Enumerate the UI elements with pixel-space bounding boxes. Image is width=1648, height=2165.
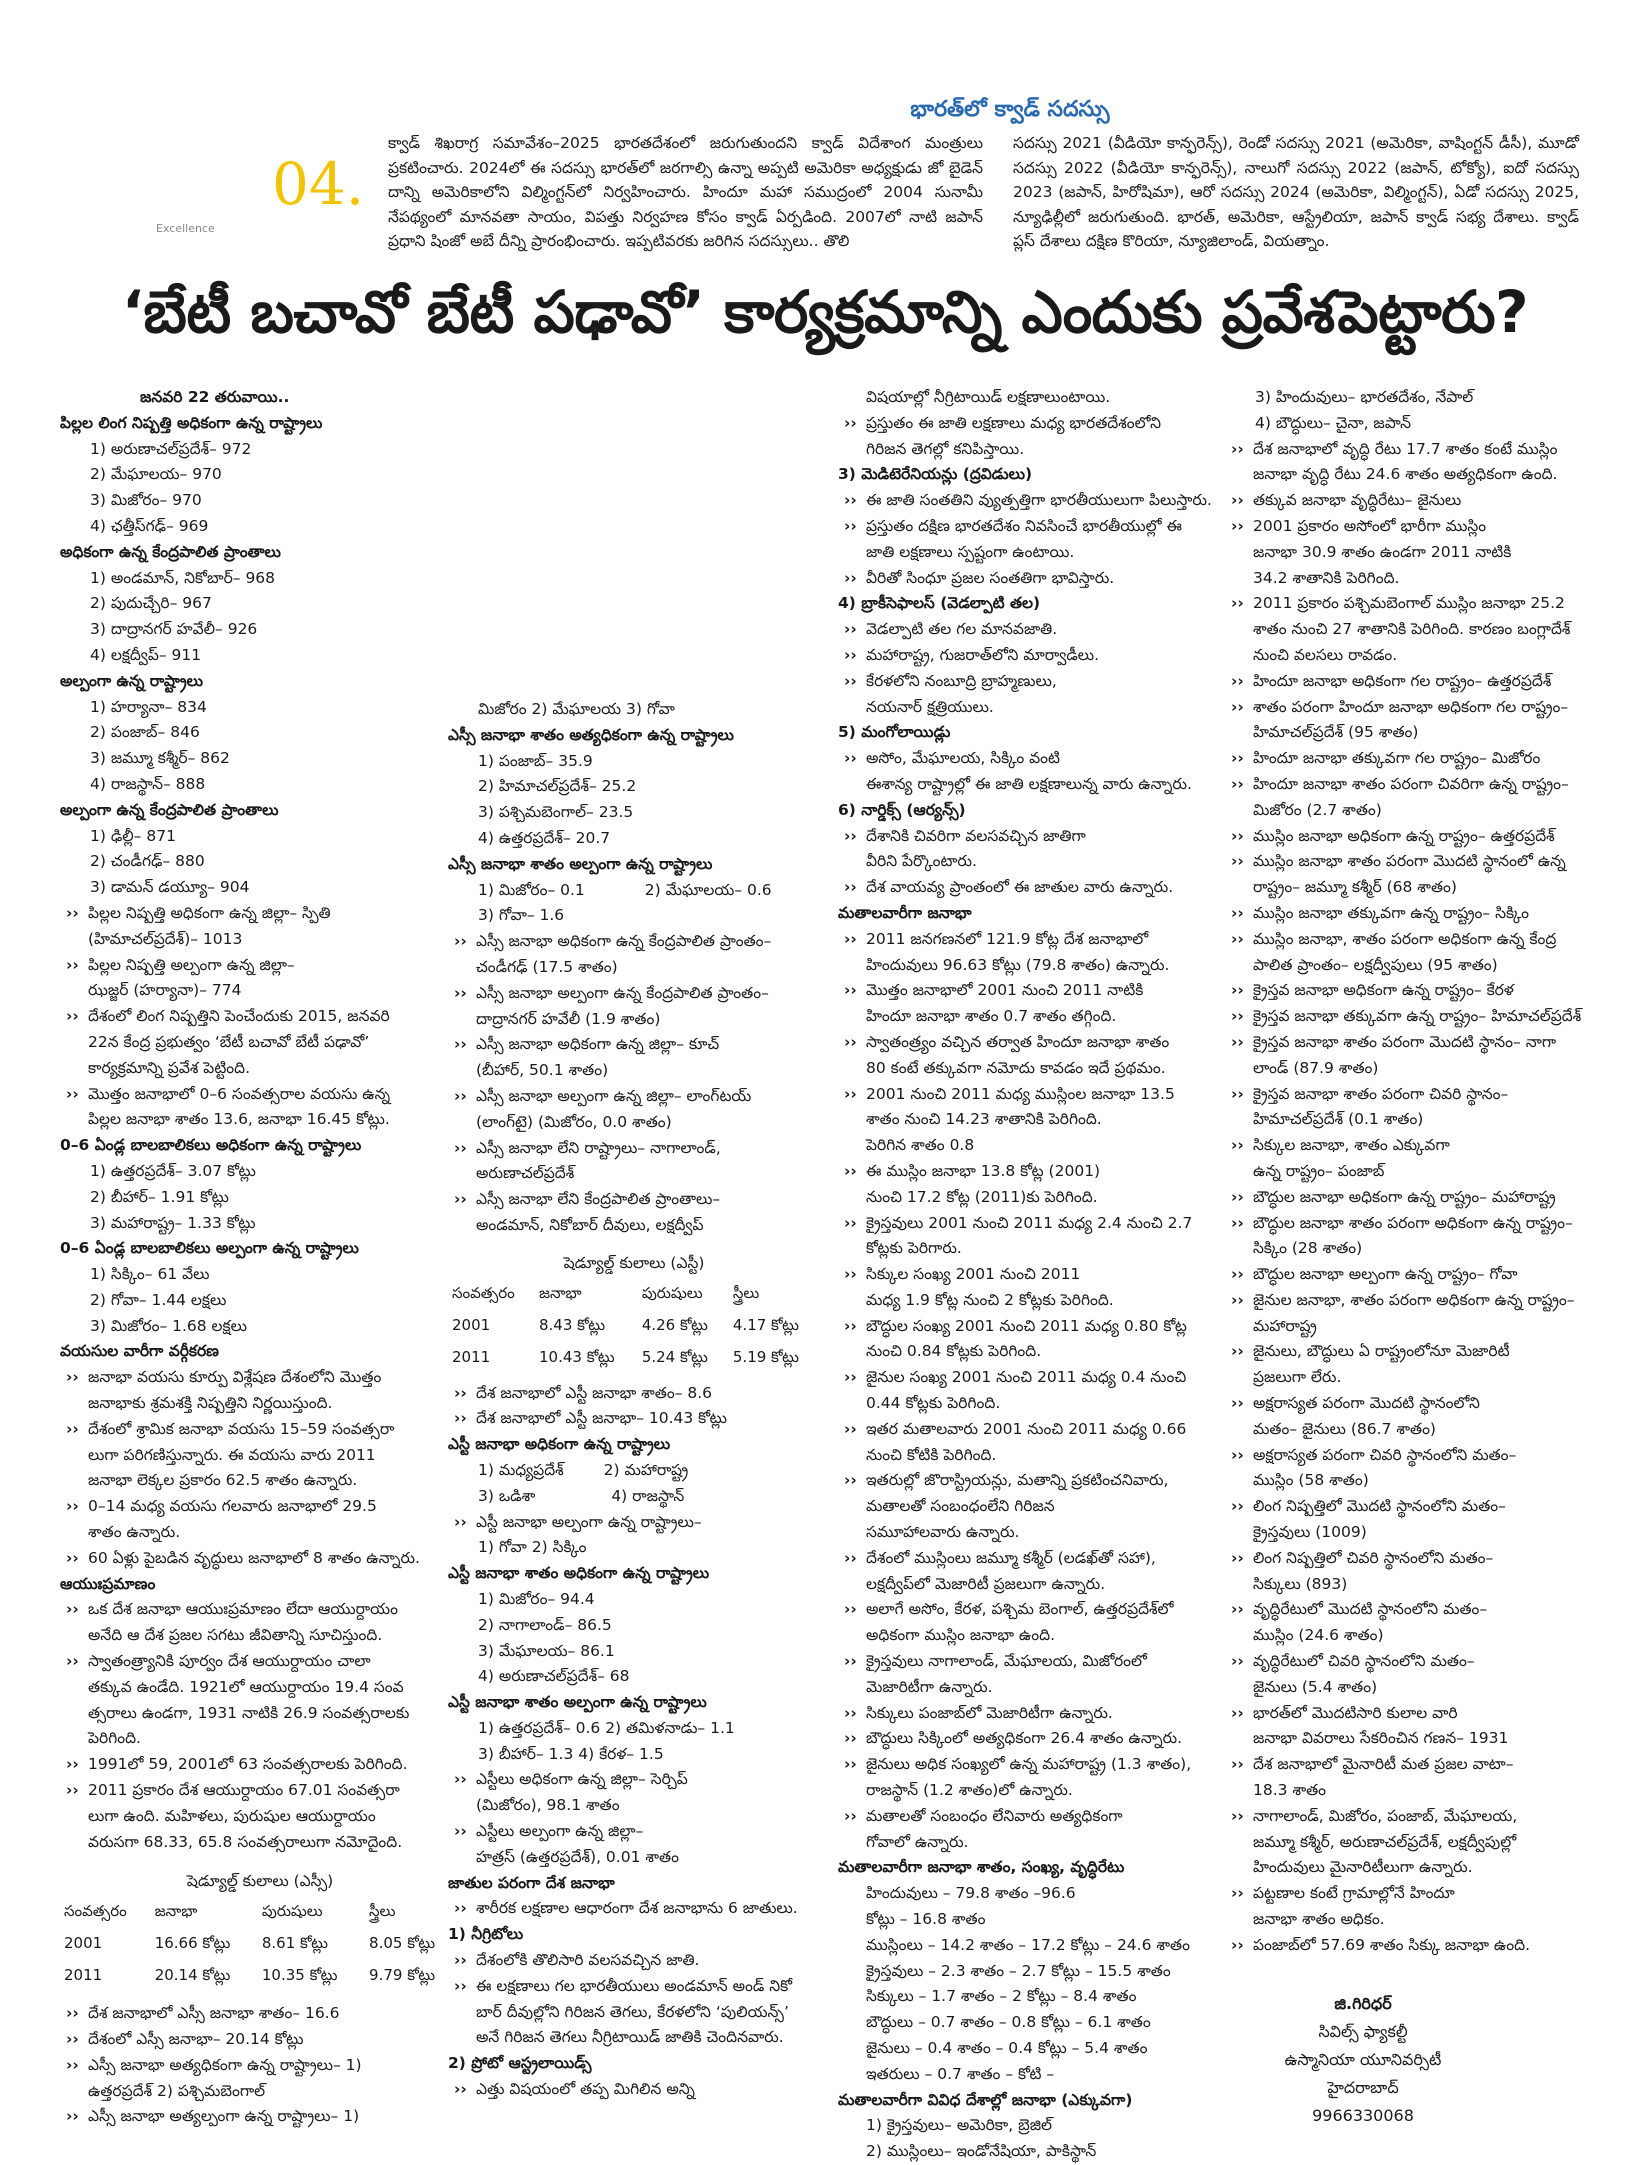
bullet-item: ›› 2001 నుంచి 2011 మధ్య ముస్లింల జనాభా 13.5	[838, 1082, 1220, 1108]
section-heading: 4) బ్రాకీసెఫాలస్ (వెడల్పాటి తల)	[838, 594, 1041, 613]
list-item: 4) ఛత్తీస్‌గఢ్– 969	[90, 516, 209, 535]
table-row	[448, 1309, 820, 1341]
bullet-item: ›› ఎస్సీ జనాభా లేని రాష్ట్రాలు– నాగాలాండ్,	[448, 1136, 820, 1162]
section-heading: 0–6 ఏండ్ల బాలబాలికలు అల్పంగా ఉన్న రాష్ట్రాలు	[60, 1239, 359, 1258]
list-item: 3) గోవా– 1.6	[478, 906, 565, 925]
bullet-cont: మిజోరం (2.7 శాతం)	[1253, 800, 1382, 819]
author-city: హైదరాబాద్	[1327, 2078, 1399, 2097]
table-cell: 5.19 కోట్లు	[732, 1347, 799, 1366]
list-item: 3) జమ్మూ కశ్మీర్– 862	[90, 749, 230, 768]
stat-line: కోట్లు – 16.8 శాతం	[866, 1910, 986, 1929]
bullet-item: ›› పిల్లల నిష్పత్తి అధికంగా ఉన్న జిల్లా– స్పితి	[60, 901, 460, 927]
bullet-item: ›› క్రైస్తవులు నాగాలాండ్, మేఘాలయ, మిజోరంలో	[838, 1649, 1220, 1675]
list-item: 1) హర్యానా– 834	[90, 697, 207, 716]
bullet-item: ›› శాతం పరంగా హిందూ జనాభా అధికంగా గల రాష్ట్రం–	[1225, 695, 1600, 721]
list-item: 2) మేఘాలయ– 970	[90, 465, 222, 484]
list-item: 4) లక్షద్వీప్– 911	[90, 645, 202, 664]
list-item: 2) పంజాబ్– 846	[90, 723, 200, 742]
bullet-item: ›› ఎస్టీలు అధికంగా ఉన్న జిల్లా– సెర్చిప్	[448, 1767, 820, 1793]
bullet-cont: శాతం ఉన్నారు.	[88, 1523, 181, 1542]
bullet-item: ›› ఒక దేశ జనాభా ఆయుఃప్రమాణం లేదా ఆయుర్దాయం	[60, 1597, 460, 1623]
bullet-cont: పెరిగిన శాతం 0.8	[866, 1136, 975, 1155]
list-part: 4) రాజస్థాన్	[611, 1486, 685, 1505]
headline: ‘బేటీ బచావో బేటీ పఢావో’ కార్యక్రమాన్ని ఎందుకు ప్రవేశపెట్టారు?	[121, 278, 1529, 346]
author-name: జి.గిరిధర్	[1334, 1994, 1392, 2013]
st-table	[448, 1277, 820, 1373]
bullet-item: ›› ఎస్సీ జనాభా అధికంగా ఉన్న కేంద్రపాలిత ప్రాంతం–	[448, 929, 820, 955]
list-item: 1) సిక్కిం– 61 వేలు	[90, 1265, 210, 1284]
bullet-cont: మెజారిటీగా ఉన్నారు.	[866, 1677, 993, 1696]
bullet-item: ›› దేశంలో లింగ నిష్పత్తిని పెంచేందుకు 2015, జనవరి	[60, 1004, 460, 1030]
bullet-item: ›› హిందూ జనాభా అధికంగా గల రాష్ట్రం– ఉత్తరప్రదేశ్	[1225, 669, 1600, 695]
stat-line: జైనులు – 0.4 శాతం – 0.4 కోట్లు – 5.4 శాతం	[866, 2039, 1148, 2057]
bullet-cont: 22న కేంద్ర ప్రభుత్వం ‘బేటీ బచావో బేటీ పఢావో’	[88, 1032, 370, 1051]
list-item: 2) ముస్లింలు– ఇండోనేషియా, పాకిస్థాన్	[866, 2142, 1097, 2161]
bullet-cont: జనాభా శాతం అధికం.	[1253, 1910, 1385, 1929]
bullet-cont: జైనులు (5.4 శాతం)	[1253, 1677, 1378, 1696]
bullet-item: ›› పంజాబ్‌లో 57.69 శాతం సిక్కు జనాభా ఉంది.	[1225, 1933, 1600, 1959]
list-item: 1) మిజోరం– 94.4	[478, 1589, 595, 1608]
bullet-item: ›› దేశానికి చివరిగా వలసవచ్చిన జాతిగా	[838, 824, 1220, 850]
bullet-item: ›› ఇతరుల్లో జొరాస్ట్రియన్లు, మతాన్ని ప్రకటించనివారు,	[838, 1468, 1220, 1494]
stat-line: సిక్కులు – 1.7 శాతం – 2 కోట్లు – 8.4 శాతం	[866, 1987, 1137, 2006]
bullet-item: ›› క్రైస్తవ జనాభా తక్కువగా ఉన్న రాష్ట్రం– హిమాచల్‌ప్రదేశ్	[1225, 1004, 1600, 1030]
author-role: సివిల్స్ ఫ్యాకల్టీ	[1318, 2022, 1408, 2041]
bullet-item: ›› 0–14 మధ్య వయసు గలవారు జనాభాలో 29.5	[60, 1494, 460, 1520]
section-heading: 2) ప్రోటో ఆస్ట్రలాయిడ్స్	[448, 2054, 592, 2073]
bullet-item: ›› బౌద్ధుల జనాభా శాతం పరంగా అధికంగా ఉన్న రాష్ట్రం–	[1225, 1211, 1600, 1237]
list-item	[448, 1484, 820, 1510]
list-part: 3) ఒడిశా	[478, 1486, 536, 1505]
bullet-cont: విషయాల్లో నీగ్రిటాయిడ్ లక్షణాలుంటాయి.	[866, 388, 1111, 406]
list-item: 3) పశ్చిమబెంగాల్– 23.5	[478, 803, 634, 822]
bullet-cont: హిమాచల్‌ప్రదేశ్ (95 శాతం)	[1253, 723, 1419, 742]
stat-line: క్రైస్తవులు – 2.3 శాతం – 2.7 కోట్లు – 15.5 శాతం	[866, 1961, 1171, 1980]
section-heading: వయసుల వారీగా వర్గీకరణ	[60, 1342, 219, 1361]
bullet-item: ›› మొత్తం జనాభాలో 2001 నుంచి 2011 నాటికి	[838, 978, 1220, 1004]
bullet-cont: మతం– జైనులు (86.7 శాతం)	[1253, 1419, 1436, 1438]
bullet-item: ›› వీరితో సింధూ ప్రజల సంతతిగా భావిస్తారు.	[838, 566, 1220, 592]
table-cell: 10.35 కోట్లు	[261, 1966, 338, 1985]
bullet-cont: క్రైస్తవులు (1009)	[1253, 1523, 1367, 1542]
section-heading: 1) నీగ్రిటోలు	[448, 1925, 524, 1944]
table-cell: 16.66 కోట్లు	[154, 1934, 231, 1953]
table-cell: 8.43 కోట్లు	[539, 1315, 606, 1334]
section-heading: ఎస్టీ జనాభా శాతం అధికంగా ఉన్న రాష్ట్రాలు	[448, 1564, 710, 1583]
column-3	[838, 385, 1220, 2165]
bullet-cont: లుగా ఉంది. మహిళలు, పురుషుల ఆయుర్దాయం	[88, 1806, 376, 1825]
bullet-item: ›› ముస్లిం జనాభా, శాతం పరంగా అధికంగా ఉన్న కేంద్ర	[1225, 927, 1600, 953]
table-row	[448, 1341, 820, 1373]
bullet-item: ›› అసోం, మేఘాలయ, సిక్కిం వంటి	[838, 746, 1220, 772]
bullet-cont: రాష్ట్రం– జమ్మూ కశ్మీర్ (68 శాతం)	[1253, 878, 1457, 897]
list-item: 3) మిజోరం– 970	[90, 491, 202, 510]
bullet-item: ›› ఇతర మతాలవారు 2001 నుంచి 2011 మధ్య 0.66	[838, 1417, 1220, 1443]
bullet-item: ›› జైనులు, బౌద్ధులు ఏ రాష్ట్రంలోనూ మెజారిటీ	[1225, 1339, 1600, 1365]
edition-number: 04.	[272, 150, 365, 218]
bullet-cont: మతాలతో సంబంధంలేని గిరిజన	[866, 1497, 1055, 1516]
bullet-item: ›› 2011 ప్రకారం పశ్చిమబెంగాల్ ముస్లిం జనాభా 25.2	[1225, 591, 1600, 617]
bullet-item: ›› 2011 జనగణనలో 121.9 కోట్ల దేశ జనాభాలో	[838, 927, 1220, 953]
bullet-cont: వరుసగా 68.33, 65.8 సంవత్సరాలుగా నమోదైంది.	[88, 1832, 403, 1851]
list-part: 2) మహారాష్ట్ర	[603, 1460, 689, 1479]
bullet-cont: హిందువులు 96.63 కోట్లు (79.8 శాతం) ఉన్నారు.	[866, 955, 1170, 974]
bullet-item: ›› పిల్లల నిష్పత్తి అల్పంగా ఉన్న జిల్లా–	[60, 953, 460, 979]
bullet-cont: హిందూ జనాభా శాతం 0.7 శాతం తగ్గింది.	[866, 1007, 1117, 1026]
table-cell: 9.79 కోట్లు	[369, 1966, 436, 1985]
bullet-cont: తక్కువ ఉండేది. 1921లో ఆయుర్దాయం 19.4 సంవ	[88, 1677, 404, 1696]
bullet-item: ›› జైనులు అధిక సంఖ్యలో ఉన్న మహారాష్ట్ర (1.3 శాతం),	[838, 1752, 1220, 1778]
bullet-cont: పాలిత ప్రాంతం– లక్షద్వీపులు (95 శాతం)	[1253, 955, 1498, 974]
bullet-item: ›› తక్కువ జనాభా వృద్ధిరేటు– జైనులు	[1225, 488, 1600, 514]
bullet-cont: సిక్కులు (893)	[1253, 1574, 1348, 1593]
bullet-item: ›› దేశ వాయవ్య ప్రాంతంలో ఈ జాతుల వారు ఉన్నారు.	[838, 875, 1220, 901]
bullet-item: ›› 60 ఏళ్లు పైబడిన వృద్ధులు జనాభాలో 8 శాతం ఉన్నారు.	[60, 1546, 460, 1572]
list-item: 2) పుదుచ్చేరి– 967	[90, 594, 212, 613]
bullet-cont: శాతం నుంచి 27 శాతానికి పెరిగింది. కారణం బంగ్లాదేశ్	[1253, 620, 1571, 639]
table-title: షెడ్యూల్డ్ కులాలు (ఎస్సీ)	[186, 1872, 334, 1891]
bullet-item: ›› వృద్ధిరేటులో మొదటి స్థానంలోని మతం–	[1225, 1597, 1600, 1623]
bullet-cont: ఝజ్జర్ (హర్యానా)– 774	[88, 981, 242, 1000]
bullet-cont: పెరిగింది.	[88, 1729, 141, 1748]
table-cell: 20.14 కోట్లు	[154, 1966, 231, 1985]
bullet-cont: పిల్లల జనాభా శాతం 13.6, జనాభా 16.45 కోట్లు.	[88, 1110, 390, 1129]
table-header: స్త్రీలు	[732, 1283, 760, 1302]
bullet-cont: ముస్లిం (58 శాతం)	[1253, 1471, 1369, 1490]
bullet-cont: అధికంగా ముస్లిం జనాభా ఉంది.	[866, 1626, 1055, 1645]
section-heading: 0–6 ఏండ్ల బాలబాలికలు అధికంగా ఉన్న రాష్ట్రాలు	[60, 1136, 362, 1155]
table-cell: 4.17 కోట్లు	[732, 1315, 799, 1334]
bullet-cont: ఈశాన్య రాష్ట్రాల్లో ఈ జాతి లక్షణాలున్న వారు ఉన్నారు.	[866, 774, 1192, 793]
table-row	[60, 1927, 460, 1959]
bullet-item: ›› బౌద్ధులు సిక్కింలో అత్యధికంగా 26.4 శాతం ఉన్నారు.	[838, 1726, 1220, 1752]
list-item: 3) మేఘాలయ– 86.1	[478, 1641, 615, 1660]
section-heading: ఎస్టీ జనాభా శాతం అల్పంగా ఉన్న రాష్ట్రాలు	[448, 1693, 707, 1712]
list-item: 3) డామన్ డయ్యూ– 904	[90, 878, 250, 897]
bullet-item: ›› ప్రస్తుతం ఈ జాతి లక్షణాలు మధ్య భారతదేశంలోని	[838, 411, 1220, 437]
bullet-cont: జనాభా వివరాలు సేకరించిన గణన– 1931	[1253, 1729, 1509, 1748]
bullet-cont: ఉత్తరప్రదేశ్ 2) పశ్చిమబెంగాల్	[88, 2081, 266, 2100]
list-item: మిజోరం 2) మేఘాలయ 3) గోవా	[478, 700, 675, 718]
bullet-cont: సమూహాలవారు ఉన్నారు.	[866, 1523, 1020, 1542]
bullet-item: ›› క్రైస్తవ జనాభా శాతం పరంగా మొదటి స్థానం– నాగా	[1225, 1030, 1600, 1056]
bullet-item: ›› ఎస్సీ జనాభా అత్యధికంగా ఉన్న రాష్ట్రాలు– 1)	[60, 2053, 460, 2079]
column-2	[448, 697, 820, 2103]
list-part: 1) మిజోరం– 0.1	[478, 880, 585, 899]
bullet-cont: మధ్య 1.9 కోట్ల నుంచి 2 కోట్లకు పెరిగింది.	[866, 1290, 1114, 1309]
bullet-cont: మహారాష్ట్ర	[1253, 1316, 1317, 1335]
table-header: పురుషులు	[261, 1902, 323, 1921]
bullet-cont: ఉన్న రాష్ట్రం– పంజాబ్	[1253, 1161, 1385, 1180]
bullet-item: ›› నాగాలాండ్, మిజోరం, పంజాబ్, మేఘాలయ,	[1225, 1804, 1600, 1830]
stat-line: హిందువులు – 79.8 శాతం –96.6	[866, 1884, 1076, 1903]
bullet-item: ›› 2011 ప్రకారం దేశ ఆయుర్దాయం 67.01 సంవత్సరా	[60, 1778, 460, 1804]
bullet-item: ›› జనాభా వయసు కూర్పు విశ్లేషణ దేశంలోని మొత్తం	[60, 1365, 460, 1391]
list-item: 1) ఉత్తరప్రదేశ్– 3.07 కోట్లు	[90, 1161, 256, 1180]
list-item: 1) అండమాన్, నికోబార్– 968	[90, 568, 276, 587]
bullet-cont: హిందువులు మైనారిటీలుగా ఉన్నారు.	[1253, 1858, 1473, 1877]
bullet-item: ›› ఈ ముస్లిం జనాభా 13.8 కోట్ల (2001)	[838, 1159, 1220, 1185]
bullet-item: ›› స్వాతంత్ర్యం వచ్చిన తర్వాత హిందూ జనాభా శాతం	[838, 1030, 1220, 1056]
table-cell: 2011	[452, 1347, 491, 1366]
list-part: 1) మధ్యప్రదేశ్	[478, 1460, 564, 1479]
bullet-item: ›› వెడల్పాటి తల గల మానవజాతి.	[838, 617, 1220, 643]
box-text-left: క్వాడ్ శిఖరాగ్ర సమావేశం–2025 భారతదేశంలో జరుగుతుందని క్వాడ్ విదేశాంగ మంత్రులు ప్రకటించారు. 2024లో ఈ సదస్సు భారత్‌లో జరగాల్సి ఉన్నా అప్పటి అమెరికా అధ్యక్షుడు జో బైడెన్ దాన్ని అమెరికాలోని విల్మింగ్టన్‌లో నిర్వహించారు. హిందూ మహా సముద్రంలో 2004 సునామీ నేపథ్యంలో మానవతా సాయం, విపత్తు నిర్వహణ కోసం క్వాడ్ ఏర్పడింది. 2007లో నాటి జపాన్ ప్రధాని షింజో అబే దీన్ని ప్రారంభించారు. ఇప్పటివరకు జరిగిన సదస్సులు.. తొలి	[388, 134, 983, 250]
box-text-right: సదస్సు 2021 (వీడియో కాన్ఫరెన్స్), రెండో సదస్సు 2021 (అమెరికా, వాషింగ్టన్ డీసీ), మూడో సదస్సు 2022 (వీడియో కాన్ఫరెన్స్), నాలుగో సదస్సు 2022 (జపాన్, టోక్యో), ఐదో సదస్సు 2023 (జపాన్, హిరోషిమా), ఆరో సదస్సు 2024 (అమెరికా, విల్మింగ్టన్), ఏడో సదస్సు 2025, న్యూఢిల్లీలో జరుగుతుంది. భారత్, అమెరికా, ఆస్ట్రేలియా, జపాన్ క్వాడ్ సభ్య దేశాలు. క్వాడ్ ప్లస్ దేశాలు దక్షిణ కొరియా, న్యూజిలాండ్, వియత్నాం.	[1013, 134, 1579, 250]
bullet-cont: జాతి లక్షణాలు స్పష్టంగా ఉంటాయి.	[866, 542, 1075, 561]
section-heading: ఆయుఃప్రమాణం	[60, 1574, 156, 1593]
section-heading: పిల్లల లింగ నిష్పత్తి అధికంగా ఉన్న రాష్ట్రాలు	[60, 413, 323, 432]
bullet-cont: గిరిజన తెగల్లో కనిపిస్తాయి.	[866, 439, 1025, 458]
list-item: 1) గోవా 2) సిక్కిం	[478, 1538, 587, 1557]
bullet-item: ›› దేశంలో ముస్లింలు జమ్మూ కశ్మీర్ (లడఖ్‌తో సహా),	[838, 1546, 1220, 1572]
bullet-cont: నుంచి వలసలు రావడం.	[1253, 645, 1398, 664]
bullet-cont: త్సరాలు ఉండగా, 1931 నాటికి 26.9 సంవత్సరాలకు	[88, 1703, 410, 1722]
table-cell: 2001	[452, 1315, 491, 1334]
list-item: 1) ఢిల్లీ– 871	[90, 826, 176, 845]
bullet-item: ›› ఎస్సీ జనాభా లేని కేంద్రపాలిత ప్రాంతాలు–	[448, 1187, 820, 1213]
bullet-cont: 0.44 కోట్లకు పెరిగింది.	[866, 1394, 1001, 1413]
bullet-cont: అండమాన్, నికోబార్ దీవులు, లక్షద్వీప్	[476, 1215, 704, 1234]
section-heading: అధికంగా ఉన్న కేంద్రపాలిత ప్రాంతాలు	[60, 542, 281, 561]
list-item: 3) దాద్రానగర్ హవేలీ– 926	[90, 620, 258, 639]
bullet-item: ›› స్వాతంత్ర్యానికి పూర్వం దేశ ఆయుర్దాయం చాలా	[60, 1649, 460, 1675]
table-cell: 8.05 కోట్లు	[369, 1934, 436, 1953]
table-cell: 2001	[64, 1934, 103, 1953]
column-4	[1225, 385, 1600, 1959]
list-item: 3) బీహార్– 1.3 4) కేరళ– 1.5	[478, 1744, 664, 1763]
bullet-item: ›› సిక్కుల సంఖ్య 2001 నుంచి 2011	[838, 1262, 1220, 1288]
list-item: 1) క్రైస్తవులు– అమెరికా, బ్రెజిల్	[866, 2116, 1053, 2135]
bullet-item: ›› ఎస్సీ జనాభా అల్పంగా ఉన్న జిల్లా– లాంగ్‌టయ్	[448, 1084, 820, 1110]
bullet-item: ›› సిక్కుల జనాభా, శాతం ఎక్కువగా	[1225, 1133, 1600, 1159]
bullet-item: ›› దేశంలో శ్రామిక జనాభా వయసు 15–59 సంవత్సరా	[60, 1417, 460, 1443]
bullet-item: ›› ఎస్సీ జనాభా అత్యల్పంగా ఉన్న రాష్ట్రాలు– 1)	[60, 2104, 460, 2130]
bullet-item: ›› శారీరక లక్షణాల ఆధారంగా దేశ జనాభాను 6 జాతులు.	[448, 1896, 820, 1922]
bullet-item: ›› క్రైస్తవులు 2001 నుంచి 2011 మధ్య 2.4 నుంచి 2.7	[838, 1211, 1220, 1237]
bullet-cont: జనాభా లెక్కల ప్రకారం 62.5 శాతం ఉన్నారు.	[88, 1471, 358, 1490]
list-item	[448, 878, 820, 904]
stat-line: ముస్లింలు – 14.2 శాతం – 17.2 కోట్లు – 24.6 శాతం	[866, 1935, 1190, 1954]
bullet-item: ›› ఎస్టీ జనాభా అల్పంగా ఉన్న రాష్ట్రాలు–	[448, 1510, 820, 1536]
author-block	[1283, 1990, 1443, 2130]
bullet-cont: జనాభా 30.9 శాతం ఉండగా 2011 నాటికి	[1253, 542, 1512, 561]
list-item: 1) అరుణాచల్‌ప్రదేశ్– 972	[90, 439, 252, 458]
bullet-item: ›› బౌద్ధుల జనాభా అధికంగా ఉన్న రాష్ట్రం– మహారాష్ట్ర	[1225, 1185, 1600, 1211]
list-item: 3) మహారాష్ట్ర– 1.33 కోట్లు	[90, 1213, 256, 1232]
bullet-item: ›› ముస్లిం జనాభా తక్కువగా ఉన్న రాష్ట్రం– సిక్కిం	[1225, 901, 1600, 927]
bullet-cont: హత్రస్ (ఉత్తరప్రదేశ్), 0.01 శాతం	[476, 1847, 679, 1866]
bullet-cont: చండీగఢ్ (17.5 శాతం)	[476, 957, 618, 976]
section-heading: ఎస్సీ జనాభా శాతం అల్పంగా ఉన్న రాష్ట్రాలు	[448, 854, 713, 873]
bullet-item: ›› అలాగే అసోం, కేరళ, పశ్చిమ బెంగాల్, ఉత్తరప్రదేశ్‌లో	[838, 1597, 1220, 1623]
table-header: జనాభా	[539, 1283, 582, 1302]
edition-caption: Excellence	[156, 222, 215, 235]
stat-line: ఇతరులు – 0.7 శాతం – కోటి –	[866, 2064, 1055, 2083]
list-item: 4) రాజస్థాన్– 888	[90, 774, 206, 793]
bullet-item: ›› హిందూ జనాభా శాతం పరంగా చివరిగా ఉన్న రాష్ట్రం–	[1225, 772, 1600, 798]
bullet-item: ›› ఎస్టీలు అల్పంగా ఉన్న జిల్లా–	[448, 1819, 820, 1845]
author-org: ఉస్మానియా యూనివర్సిటీ	[1284, 2050, 1442, 2069]
bullet-item: ›› కేరళలోని నంబూద్రి బ్రాహ్మణులు,	[838, 669, 1220, 695]
section-heading: 6) నార్డిక్స్ (ఆర్యన్స్)	[838, 800, 966, 819]
bullet-cont: (బీహార్, 50.1 శాతం)	[476, 1061, 609, 1080]
bullet-cont: అరుణాచల్‌ప్రదేశ్	[476, 1164, 575, 1183]
bullet-cont: 34.2 శాతానికి పెరిగింది.	[1253, 568, 1400, 587]
list-item: 4) ఉత్తరప్రదేశ్– 20.7	[478, 828, 611, 847]
bullet-cont: (మిజోరం), 98.1 శాతం	[476, 1796, 620, 1815]
bullet-cont: జనాభాకు శ్రమశక్తి నిష్పత్తిని నిర్ణయిస్తుంది.	[88, 1394, 333, 1413]
bullet-item: ›› అక్షరాస్యత పరంగా చివరి స్థానంలోని మతం–	[1225, 1443, 1600, 1469]
section-heading: మతాలవారీగా జనాభా శాతం, సంఖ్య, వృద్ధిరేటు	[838, 1858, 1125, 1877]
author-phone: 9966330068	[1312, 2106, 1414, 2125]
table-cell: 8.61 కోట్లు	[261, 1934, 328, 1953]
bullet-cont: వీరిని పేర్కొంటారు.	[866, 852, 977, 871]
bullet-cont: గోవాలో ఉన్నారు.	[866, 1832, 969, 1851]
section-heading: మతాలవారీగా జనాభా	[838, 903, 972, 922]
bullet-cont: రాజస్థాన్ (1.2 శాతం)లో ఉన్నారు.	[866, 1781, 1073, 1800]
bullet-item: ›› అక్షరాస్యత పరంగా మొదటి స్థానంలోని	[1225, 1391, 1600, 1417]
stat-line: బౌద్ధులు – 0.7 శాతం – 0.8 కోట్లు – 6.1 శాతం	[866, 2013, 1151, 2032]
list-item: 3) మిజోరం– 1.68 లక్షలు	[90, 1316, 247, 1335]
table-header: పురుషులు	[641, 1283, 703, 1302]
section-heading: మతాలవారీగా వివిధ దేశాల్లో జనాభా (ఎక్కువగా)	[838, 2090, 1133, 2109]
bullet-item: ›› ముస్లిం జనాభా అధికంగా ఉన్న రాష్ట్రం– ఉత్తరప్రదేశ్	[1225, 824, 1600, 850]
bullet-item: ›› ప్రస్తుతం దక్షిణ భారతదేశం నివసించే భారతీయుల్లో ఈ	[838, 514, 1220, 540]
list-item: 4) అరుణాచల్‌ప్రదేశ్– 68	[478, 1667, 630, 1686]
bullet-cont: నుంచి 0.84 కోట్లకు పెరిగింది.	[866, 1342, 1042, 1361]
list-item: 2) హిమాచల్‌ప్రదేశ్– 25.2	[478, 777, 637, 796]
bullet-item: ›› దేశ జనాభాలో వృద్ధి రేటు 17.7 శాతం కంటే ముస్లిం	[1225, 437, 1600, 463]
bullet-cont: (హిమాచల్‌ప్రదేశ్)– 1013	[88, 929, 243, 948]
bullet-item: ›› ఎత్తు విషయంలో తప్ప మిగిలిన అన్ని	[448, 2077, 820, 2103]
list-item: 1) పంజాబ్– 35.9	[478, 751, 593, 770]
list-item: 1) ఉత్తరప్రదేశ్– 0.6 2) తమిళనాడు– 1.1	[478, 1718, 735, 1737]
bullet-item: ›› ఎస్సీ జనాభా అధికంగా ఉన్న జిల్లా– కూచ్	[448, 1032, 820, 1058]
list-item	[448, 1458, 820, 1484]
bullet-item: ›› దేశ జనాభాలో ఎస్టీ జనాభా శాతం– 8.6	[448, 1381, 820, 1407]
section-heading: అల్పంగా ఉన్న కేంద్రపాలిత ప్రాంతాలు	[60, 800, 279, 819]
table-cell: 10.43 కోట్లు	[539, 1347, 615, 1366]
bullet-item: ›› దేశ జనాభాలో మైనారిటీ మత ప్రజల వాటా–	[1225, 1752, 1600, 1778]
bullet-item: ›› 2001 ప్రకారం అసోంలో భారీగా ముస్లిం	[1225, 514, 1600, 540]
bullet-item: ›› ఈ జాతి సంతతిని వ్యుత్పత్తిగా భారతీయులుగా పిలుస్తారు.	[838, 488, 1220, 514]
list-item: 2) బీహార్– 1.91 కోట్లు	[90, 1187, 229, 1206]
table-header: జనాభా	[154, 1902, 198, 1921]
bullet-cont: నుంచి 17.2 కోట్ల (2011)కు పెరిగింది.	[866, 1187, 1098, 1206]
table-cell: 4.26 కోట్లు	[641, 1315, 708, 1334]
subhead: జనవరి 22 తరువాయి..	[140, 388, 290, 406]
bullet-item: ›› లింగ నిష్పత్తిలో చివరి స్థానంలోని మతం–	[1225, 1546, 1600, 1572]
bullet-cont: 80 కంటే తక్కువగా నమోదు కావడం ఇదే ప్రథమం.	[866, 1058, 1166, 1077]
bullet-cont: నుంచి కోటికి పెరిగింది.	[866, 1445, 997, 1464]
bullet-item: ›› ముస్లిం జనాభా శాతం పరంగా మొదటి స్థానంలో ఉన్న	[1225, 849, 1600, 875]
bullet-cont: కోట్లకు పెరిగారు.	[866, 1239, 962, 1258]
bullet-item: ›› వృద్ధిరేటులో చివరి స్థానంలోని మతం–	[1225, 1649, 1600, 1675]
bullet-cont: సిక్కిం (28 శాతం)	[1253, 1239, 1363, 1258]
bullet-item: ›› లింగ నిష్పత్తిలో మొదటి స్థానంలోని మతం–	[1225, 1494, 1600, 1520]
list-item: 3) హిందువులు– భారతదేశం, నేపాల్	[1255, 388, 1474, 406]
table-row	[60, 1959, 460, 1991]
bullet-item: ›› క్రైస్తవ జనాభా అధికంగా ఉన్న రాష్ట్రం– కేరళ	[1225, 978, 1600, 1004]
bullet-item: ›› బౌద్ధుల సంఖ్య 2001 నుంచి 2011 మధ్య 0.80 కోట్ల	[838, 1314, 1220, 1340]
bullet-cont: కార్యక్రమాన్ని ప్రవేశ పెట్టింది.	[88, 1058, 251, 1077]
bullet-cont: దాద్రానగర్ హవేలీ (1.9 శాతం)	[476, 1009, 661, 1028]
bullet-item: ›› దేశ జనాభాలో ఎస్టీ జనాభా– 10.43 కోట్లు	[448, 1406, 820, 1432]
bullet-item: ›› జైనుల జనాభా, శాతం పరంగా అధికంగా ఉన్న రాష్ట్రం–	[1225, 1288, 1600, 1314]
bullet-cont: 18.3 శాతం	[1253, 1781, 1327, 1800]
bullet-item: ›› సిక్కులు పంజాబ్‌లో మెజారిటీగా ఉన్నారు.	[838, 1701, 1220, 1727]
column-1	[60, 385, 460, 2130]
sc-table	[60, 1895, 460, 1991]
bullet-cont: జనాభా వృద్ధి రేటు 24.6 శాతం అత్యధికంగా ఉంది.	[1253, 465, 1558, 484]
table-header: సంవత్సరం	[64, 1902, 127, 1921]
section-heading: ఎస్సీ జనాభా శాతం అత్యధికంగా ఉన్న రాష్ట్రాలు	[448, 725, 734, 744]
section-heading: 3) మెడిటెరేనియన్లు (ద్రవిడులు)	[838, 465, 1033, 484]
list-item: 2) చండీగఢ్– 880	[90, 852, 205, 871]
bullet-item: ›› క్రైస్తవ జనాభా శాతం పరంగా చివరి స్థానం–	[1225, 1082, 1600, 1108]
bullet-item: ›› మతాలతో సంబంధం లేనివారు అత్యధికంగా	[838, 1804, 1220, 1830]
bullet-item: ›› బౌద్ధుల జనాభా అల్పంగా ఉన్న రాష్ట్రం– గోవా	[1225, 1262, 1600, 1288]
list-part: 2) మేఘాలయ– 0.6	[644, 880, 772, 899]
bullet-item: ›› దేశంలో ఎస్సీ జనాభా– 20.14 కోట్లు	[60, 2027, 460, 2053]
bullet-item: ›› జైనుల సంఖ్య 2001 నుంచి 2011 మధ్య 0.4 నుంచి	[838, 1365, 1220, 1391]
bullet-cont: శాతం నుంచి 14.23 శాతానికి పెరిగింది.	[866, 1110, 1102, 1129]
list-item: 2) గోవా– 1.44 లక్షలు	[90, 1290, 227, 1309]
bullet-cont: అనే గిరిజన తెగలు నీగ్రిటాయిడ్ జాతికి చెందినవారు.	[476, 2028, 784, 2047]
bullet-item: ›› భారత్‌లో మొదటిసారి కులాల వారి	[1225, 1701, 1600, 1727]
bullet-cont: ప్రజలుగా లేరు.	[1253, 1368, 1342, 1387]
list-item: 2) నాగాలాండ్– 86.5	[478, 1615, 612, 1634]
table-header: స్త్రీలు	[369, 1902, 396, 1921]
table-header: సంవత్సరం	[452, 1283, 515, 1302]
bullet-item: ›› మహారాష్ట్ర, గుజరాత్‌లోని మార్వాడీలు.	[838, 643, 1220, 669]
bullet-cont: అనేది ఆ దేశ ప్రజల సగటు జీవితాన్ని సూచిస్తుంది.	[88, 1626, 383, 1645]
section-heading: అల్పంగా ఉన్న రాష్ట్రాలు	[60, 671, 203, 690]
bullet-cont: (లాంగ్‌టై) (మిజోరం, 0.0 శాతం)	[476, 1112, 672, 1131]
list-item: 4) బౌద్ధులు– చైనా, జపాన్	[1255, 413, 1412, 432]
bullet-item: ›› ఎస్సీ జనాభా అల్పంగా ఉన్న కేంద్రపాలిత ప్రాంతం–	[448, 981, 820, 1007]
bullet-cont: జమ్మూ కశ్మీర్, అరుణాచల్‌ప్రదేశ్, లక్షద్వీపుల్లో	[1253, 1832, 1517, 1851]
section-heading: 5) మంగోలాయిడ్లు	[838, 723, 951, 742]
bullet-cont: లుగా పరిగణిస్తున్నారు. ఈ వయసు వారు 2011	[88, 1445, 376, 1464]
section-heading: ఎస్టీ జనాభా అధికంగా ఉన్న రాష్ట్రాలు	[448, 1435, 671, 1454]
bullet-cont: బార్ దీవుల్లోని గిరిజన తెగలు, కేరళలోని ‘పులియన్స్’	[476, 2002, 789, 2021]
section-heading: జాతుల పరంగా దేశ జనాభా	[448, 1873, 615, 1892]
bullet-cont: నయనార్ క్షత్రియులు.	[866, 697, 994, 716]
bullet-item: ›› హిందూ జనాభా తక్కువగా గల రాష్ట్రం– మిజోరం	[1225, 746, 1600, 772]
table-title: షెడ్యూల్డ్ కులాలు (ఎస్టీ)	[563, 1253, 705, 1272]
box-title: భారత్‌లో క్వాడ్ సదస్సు	[910, 97, 1110, 122]
table-cell: 5.24 కోట్లు	[641, 1347, 708, 1366]
bullet-cont: లక్షద్వీప్‌లో మెజారిటీ ప్రజలుగా ఉన్నారు.	[866, 1574, 1106, 1593]
bullet-cont: లాండ్ (87.9 శాతం)	[1253, 1058, 1379, 1077]
table-cell: 2011	[64, 1966, 103, 1985]
bullet-item: ›› ఈ లక్షణాలు గల భారతీయులు అండమాన్ అండ్ నికో	[448, 1974, 820, 2000]
bullet-cont: హిమాచల్‌ప్రదేశ్ (0.1 శాతం)	[1253, 1110, 1424, 1129]
bullet-item: ›› మొత్తం జనాభాలో 0–6 సంవత్సరాల వయసు ఉన్న	[60, 1082, 460, 1108]
bullet-item: ›› దేశంలోకి తొలిసారి వలసవచ్చిన జాతి.	[448, 1948, 820, 1974]
bullet-cont: ముస్లిం (24.6 శాతం)	[1253, 1626, 1384, 1645]
bullet-item: ›› పట్టణాల కంటే గ్రామాల్లోనే హిందూ	[1225, 1881, 1600, 1907]
bullet-item: ›› 1991లో 59, 2001లో 63 సంవత్సరాలకు పెరిగింది.	[60, 1752, 460, 1778]
bullet-item: ›› దేశ జనాభాలో ఎస్సీ జనాభా శాతం– 16.6	[60, 2001, 460, 2027]
